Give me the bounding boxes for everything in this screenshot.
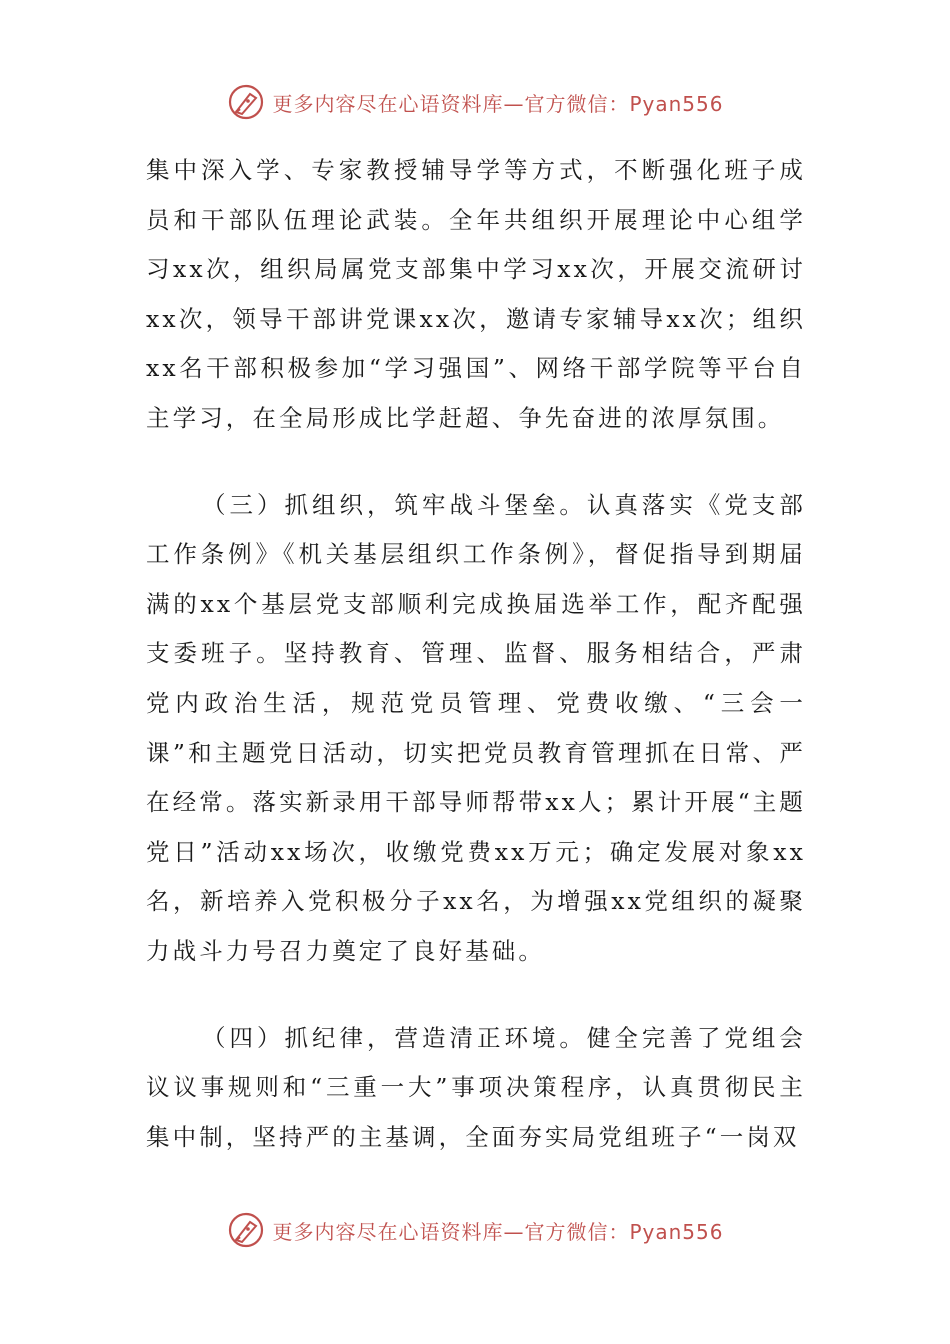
document-body bbox=[146, 146, 806, 1162]
paragraph-3: （四）抓纪律，营造清正环境。健全完善了党组会议议事规则和“三重一大”事项决策程序，认真贯彻民主集中制，坚持严的主基调，全面夯实局党组班子“一岗双 bbox=[146, 1023, 806, 1151]
watermark-banner-top bbox=[0, 80, 950, 124]
pen-nib-logo-icon bbox=[226, 82, 266, 122]
watermark-text: 更多内容尽在心语资料库—官方微信：Pyan556 bbox=[272, 1219, 724, 1244]
paragraph-1: 集中深入学、专家教授辅导学等方式，不断强化班子成员和干部队伍理论武装。全年共组织开展理论中心组学习xx次，组织局属党支部集中学习xx次，开展交流研讨xx次，领导干部讲党课xx次，邀请专家辅导xx次；组织xx名干部积极参加“学习强国”、网络干部学院等平台自主学习，在全局形成比学赶超、争先奋进的浓厚氛围。 bbox=[146, 156, 806, 432]
pen-nib-logo-icon bbox=[226, 1210, 266, 1250]
watermark-banner-bottom bbox=[0, 1208, 950, 1252]
paragraph-2: （三）抓组织，筑牢战斗堡垒。认真落实《党支部工作条例》《机关基层组织工作条例》，督促指导到期届满的xx个基层党支部顺利完成换届选举工作，配齐配强支委班子。坚持教育、管理、监督、服务相结合，严肃党内政治生活，规范党员管理、党费收缴、“三会一课”和主题党日活动，切实把党员教育管理抓在日常、严在经常。落实新录用干部导师帮带xx人；累计开展“主题党日”活动xx场次，收缴党费xx万元；确定发展对象xx名，新培养入党积极分子xx名，为增强xx党组织的凝聚力战斗力号召力奠定了良好基础。 bbox=[146, 490, 806, 965]
watermark-text: 更多内容尽在心语资料库—官方微信：Pyan556 bbox=[272, 91, 724, 116]
